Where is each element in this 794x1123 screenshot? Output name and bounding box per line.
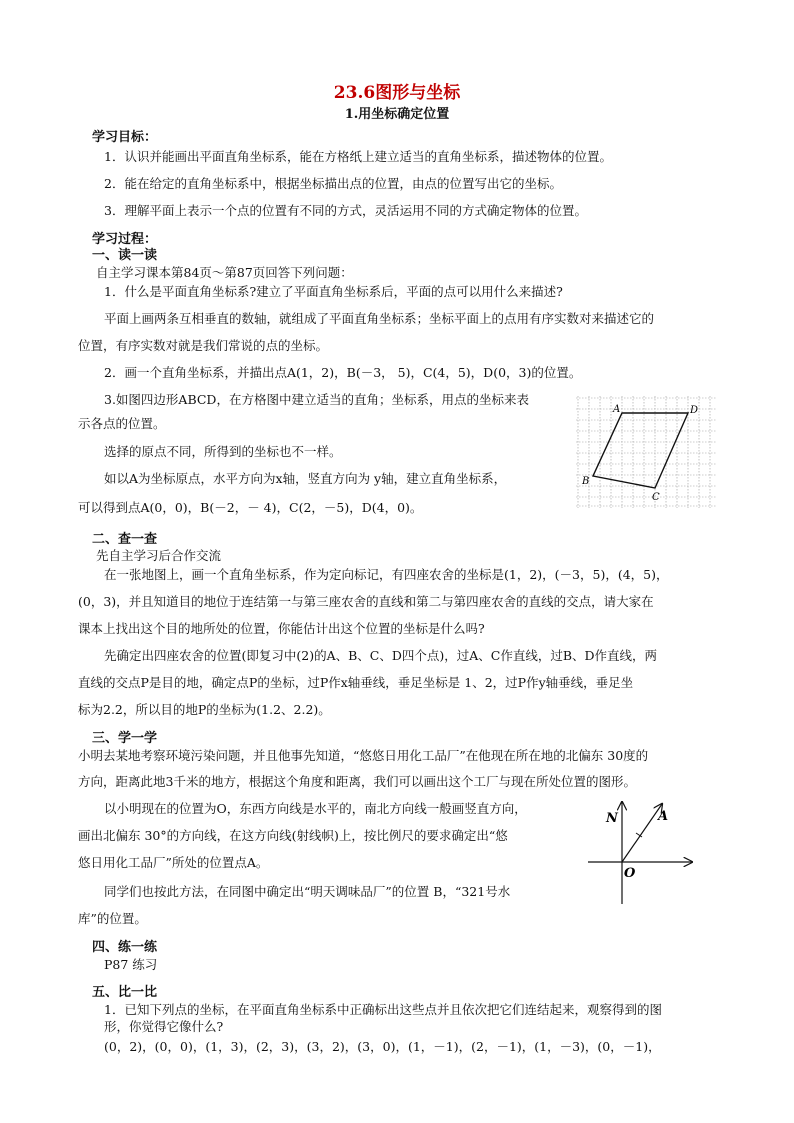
section-1-answer-3-line-1: 选择的原点不同，所得到的坐标也不一样。 [104, 444, 342, 459]
page-title: 23.6图形与坐标 [333, 83, 461, 103]
section-5-heading: 五、比一比 [92, 985, 158, 1000]
section-3-para-2-line-2: 画出北偏东 30°的方向线，在这方向线(射线帜)上，按比例尺的要求确定出“悠 [78, 828, 508, 843]
compass-label-a: A [658, 809, 669, 824]
bearing-ray [622, 804, 662, 862]
section-2-para-1-line-1: 在一张地图上，画一个直角坐标系，作为定向标记，有四座农舍的坐标是(1，2)，(－3，5)，(4，5)， [104, 567, 669, 582]
section-4-heading: 四、练一练 [92, 940, 158, 955]
goals-heading: 学习目标： [92, 130, 158, 145]
section-1-answer-3-line-2: 如以A为坐标原点，水平方向为x轴，竖直方向为 y轴，建立直角坐标系， [104, 471, 507, 486]
section-2-para-2-line-3: 标为2.2，所以目的地P的坐标为(1.2、2.2)。 [78, 702, 331, 717]
section-3-para-1-line-2: 方向，距离此地3千米的地方，根据这个角度和距离，我们可以画出这个工厂与现在所处位置的图形。 [78, 774, 636, 789]
section-3-para-3-line-2: 库”的位置。 [78, 911, 147, 926]
goal-item-1: 1．认识并能画出平面直角坐标系，能在方格纸上建立适当的直角坐标系，描述物体的位置。 [104, 149, 612, 164]
section-2-para-1-line-2: (0，3)，并且知道目的地位于连结第一与第三座农舍的直线和第二与第四座农舍的直线的交点，请大家在 [78, 594, 654, 609]
section-2-para-2-line-1: 先确定出四座农舍的位置(即复习中(2)的A、B、C、D四个点)，过A、C作直线，过B、D作直线，两 [104, 648, 658, 663]
section-3-para-2-line-1: 以小明现在的位置为O，东西方向线是水平的，南北方向线一般画竖直方向， [104, 801, 527, 816]
grid-label-a: A [613, 404, 621, 415]
section-5-points: (0，2)，(0，0)，(1，3)，(2，3)，(3，2)，(3，0)，(1，－1)，(2，－1)，(1，－3)，(0，－1)， [104, 1039, 661, 1054]
grid-label-c: C [652, 492, 660, 503]
compass-label-o: O [624, 866, 636, 881]
section-1-question-3-line-2: 示各点的位置。 [78, 416, 166, 431]
quadrilateral-grid-figure [576, 396, 716, 508]
section-5-question-1-line-2: 形，你觉得它像什么? [104, 1019, 224, 1034]
grid-label-d: D [690, 405, 699, 416]
section-1-answer-1-line-2: 位置，有序实数对就是我们常说的点的坐标。 [78, 338, 329, 353]
section-4-content: P87 练习 [104, 957, 158, 972]
section-1-answer-1-line-1: 平面上画两条互相垂直的数轴，就组成了平面直角坐标系；坐标平面上的点用有序实数对来描述它的 [104, 311, 655, 326]
section-2-heading: 二、查一查 [92, 532, 158, 547]
section-1-answer-3-line-3: 可以得到点A(0，0)，B(－2，－ 4)，C(2，－5)，D(4，0)。 [78, 500, 423, 515]
section-3-heading: 三、学一学 [92, 731, 158, 746]
section-1-question-1: 1．什么是平面直角坐标系?建立了平面直角坐标系后，平面的点可以用什么来描述? [104, 284, 563, 299]
compass-label-n: N [606, 811, 618, 826]
section-3-para-1-line-1: 小明去某地考察环境污染问题，并且他事先知道，“悠悠日用化工品厂”在他现在所在地的北偏东 30度的 [78, 748, 649, 763]
page-subtitle: 1.用坐标确定位置 [344, 107, 450, 122]
section-5-question-1-line-1: 1．已知下列点的坐标，在平面直角坐标系中正确标出这些点并且依次把它们连结起来，观察得到的图 [104, 1002, 662, 1017]
section-2-para-1-line-3: 课本上找出这个目的地所处的位置，你能估计出这个位置的坐标是什么吗? [78, 621, 485, 636]
quadrilateral-abcd [593, 413, 688, 488]
section-3-para-2-line-3: 悠日用化工品厂”所处的位置点A。 [78, 855, 269, 870]
section-1-heading: 一、读一读 [92, 248, 158, 263]
section-1-intro: 自主学习课本第84页～第87页回答下列问题： [96, 265, 353, 280]
compass-bearing-diagram [584, 798, 696, 910]
goal-item-2: 2．能在给定的直角坐标系中，根据坐标描出点的位置，由点的位置写出它的坐标。 [104, 176, 562, 191]
section-1-question-3-line-1: 3.如图四边形ABCD，在方格图中建立适当的直角；坐标系，用点的坐标来表 [104, 392, 529, 407]
section-2-para-2-line-2: 直线的交点P是目的地，确定点P的坐标，过P作x轴垂线，垂足坐标是 1、2，过P作y轴垂线，垂足坐 [78, 675, 634, 690]
goal-item-3: 3．理解平面上表示一个点的位置有不同的方式，灵活运用不同的方式确定物体的位置。 [104, 203, 587, 218]
section-3-para-3-line-1: 同学们也按此方法，在同图中确定出“明天调味品厂”的位置 B，“321号水 [104, 884, 511, 899]
section-1-question-2: 2．画一个直角坐标系，并描出点A(1，2)，B(－3， 5)，C(4，5)，D(0，3)的位置。 [104, 365, 582, 380]
section-2-intro: 先自主学习后合作交流 [96, 548, 222, 563]
grid-label-b: B [582, 476, 590, 487]
process-heading: 学习过程： [92, 232, 158, 247]
